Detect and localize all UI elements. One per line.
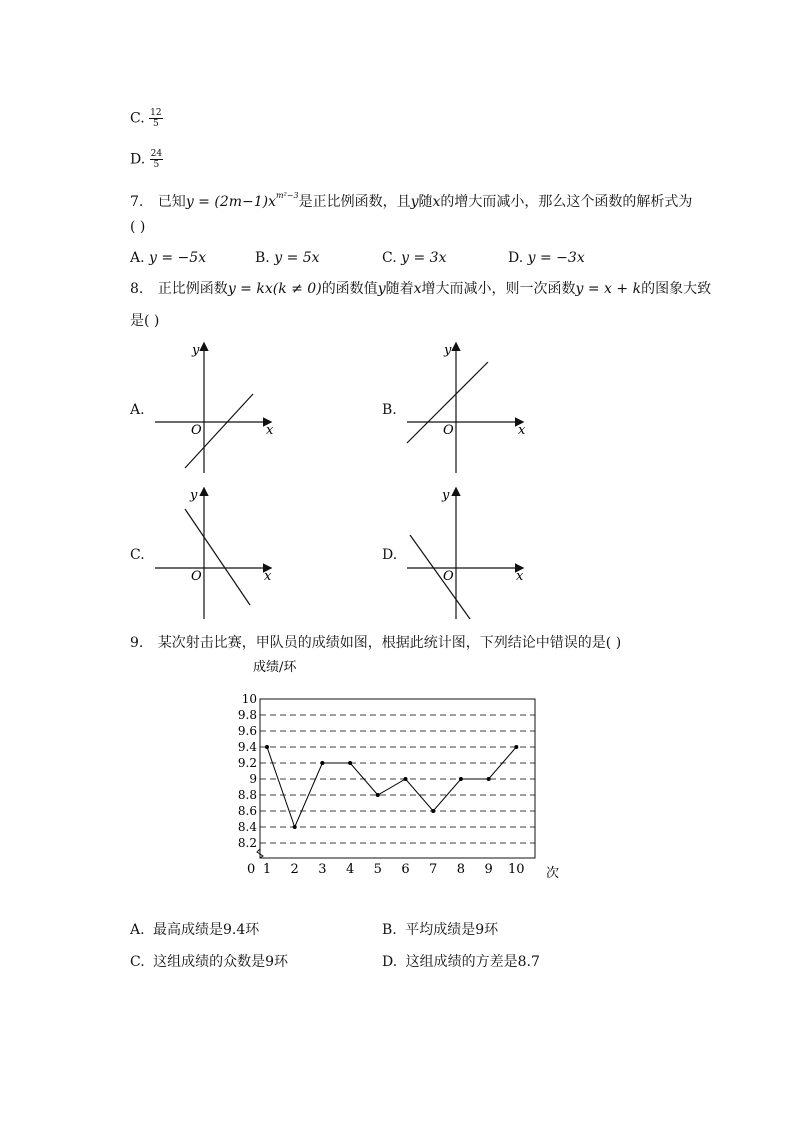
y-tick-label: 9.8 bbox=[237, 708, 257, 722]
option-text: 这组成绩的众数是9环 bbox=[153, 954, 289, 970]
x-tick-label: 1 bbox=[262, 862, 272, 877]
x-tick-label: 8 bbox=[456, 862, 466, 877]
expression: y = x + k bbox=[575, 281, 642, 297]
q7-option-d bbox=[508, 249, 585, 267]
origin-label: O bbox=[443, 423, 454, 438]
x-tick-label: 5 bbox=[373, 862, 382, 877]
plot-frame bbox=[260, 699, 535, 858]
y-tick-label: 8.2 bbox=[237, 836, 257, 850]
stem-text: 随着 bbox=[385, 281, 414, 297]
y-label: y bbox=[444, 343, 452, 358]
numerator: 12 bbox=[150, 108, 162, 118]
x-tick-label: 9 bbox=[484, 862, 493, 877]
q9-option-b bbox=[382, 921, 498, 939]
graph-b bbox=[402, 338, 532, 478]
q9-option-a bbox=[130, 921, 259, 939]
x-tick-label: 10 bbox=[508, 862, 525, 877]
data-point bbox=[265, 745, 269, 749]
stem-text: 的图象大致 bbox=[641, 281, 712, 297]
q6-option-c bbox=[130, 108, 163, 129]
q8-stem bbox=[130, 280, 711, 298]
q9-option-c bbox=[130, 953, 288, 971]
option-letter: C. bbox=[382, 250, 397, 266]
y-label: y bbox=[190, 488, 198, 503]
option-text: 最高成绩是9.4环 bbox=[153, 922, 260, 938]
x-tick-label: 3 bbox=[318, 862, 327, 877]
y-tick-label: 9.2 bbox=[237, 756, 257, 770]
denominator: 5 bbox=[152, 119, 159, 129]
graph-c bbox=[150, 483, 280, 623]
question-number: 8. bbox=[130, 281, 144, 297]
shooting-scores-chart bbox=[225, 655, 565, 885]
function-line bbox=[185, 509, 250, 605]
option-letter: C. bbox=[130, 110, 145, 127]
graph-c-letter: C. bbox=[130, 547, 145, 563]
expression: y = (2m−1)x bbox=[185, 194, 276, 210]
data-point bbox=[404, 777, 408, 781]
q9-stem bbox=[130, 634, 621, 652]
numerator: 24 bbox=[150, 149, 163, 159]
x-axis-label: 次 bbox=[546, 866, 560, 881]
answer-paren: ( ) bbox=[130, 219, 146, 235]
option-letter: C. bbox=[130, 954, 145, 970]
stem-text: 正比例函数 bbox=[157, 281, 228, 297]
x-tick-label: 2 bbox=[290, 862, 299, 877]
x-label: x bbox=[516, 569, 524, 584]
y-axis-label: 成绩/环 bbox=[253, 660, 297, 675]
option-text: y = −3x bbox=[527, 250, 585, 266]
y-tick-label: 9.6 bbox=[237, 724, 257, 738]
var-x: x bbox=[413, 281, 422, 297]
x-label: x bbox=[264, 569, 272, 584]
option-text: y = 3x bbox=[401, 250, 447, 266]
option-letter: B. bbox=[255, 250, 270, 266]
q7-option-a bbox=[130, 249, 206, 267]
data-point bbox=[487, 777, 491, 781]
option-text: 这组成绩的方差是8.7 bbox=[405, 954, 540, 970]
option-letter: A. bbox=[130, 250, 145, 266]
q9-option-d bbox=[382, 953, 540, 971]
series-line bbox=[267, 747, 516, 827]
option-letter: A. bbox=[130, 922, 145, 938]
y-tick-labels bbox=[238, 692, 257, 850]
data-point bbox=[459, 777, 463, 781]
stem-text: 已知 bbox=[157, 194, 186, 210]
data-point bbox=[348, 761, 352, 765]
graph-a-letter: A. bbox=[130, 402, 145, 418]
x-tick-label: 4 bbox=[345, 862, 355, 877]
graph-b-letter: B. bbox=[382, 402, 397, 418]
origin-label: O bbox=[443, 569, 454, 584]
y-tick-label: 8.4 bbox=[237, 820, 257, 834]
x-tick-label: 7 bbox=[429, 862, 438, 877]
option-letter: B. bbox=[382, 922, 397, 938]
q6-option-d bbox=[130, 149, 163, 170]
option-text: y = 5x bbox=[274, 250, 320, 266]
data-point bbox=[514, 745, 518, 749]
graph-d bbox=[402, 483, 532, 623]
data-point bbox=[376, 793, 380, 797]
var-y: y bbox=[410, 194, 419, 210]
function-line bbox=[410, 535, 470, 619]
y-tick-label: 8.6 bbox=[237, 804, 257, 818]
graph-d-letter: D. bbox=[382, 547, 398, 563]
x-tick-labels bbox=[263, 862, 525, 877]
fraction bbox=[150, 149, 163, 170]
option-text: 平均成绩是9环 bbox=[405, 922, 499, 938]
y-tick-label: 9.4 bbox=[237, 740, 257, 754]
option-letter: D. bbox=[508, 250, 524, 266]
graph-a bbox=[150, 338, 280, 478]
q7-option-b bbox=[255, 249, 320, 267]
var-y: y bbox=[377, 281, 386, 297]
y-label: y bbox=[442, 488, 450, 503]
question-number: 9. bbox=[130, 635, 144, 651]
stem-text: 是正比例函数，且 bbox=[298, 194, 411, 210]
expression: y = kx(k ≠ 0) bbox=[227, 281, 322, 297]
grid-lines bbox=[260, 715, 535, 843]
option-text: y = −5x bbox=[149, 250, 207, 266]
q8-stem-line2: 是( ) bbox=[130, 313, 160, 329]
option-letter: D. bbox=[130, 151, 146, 168]
y-tick-label: 9 bbox=[249, 772, 257, 786]
y-label: y bbox=[192, 343, 200, 358]
q7-option-c bbox=[382, 249, 446, 267]
denominator: 5 bbox=[153, 160, 160, 170]
fraction bbox=[149, 108, 162, 129]
stem-text: 某次射击比赛，甲队员的成绩如图，根据此统计图，下列结论中错误的是( ) bbox=[157, 635, 622, 651]
origin-label: O bbox=[191, 569, 202, 584]
x-label: x bbox=[266, 423, 274, 438]
data-point bbox=[320, 761, 324, 765]
stem-text: 随 bbox=[418, 194, 433, 210]
stem-text: 的函数值 bbox=[321, 281, 378, 297]
data-point bbox=[431, 809, 435, 813]
x-tick-label: 6 bbox=[401, 862, 410, 877]
q7-stem bbox=[130, 187, 692, 211]
origin-label: O bbox=[191, 423, 202, 438]
y-tick-label: 8.8 bbox=[237, 788, 257, 802]
var-x: x bbox=[432, 194, 441, 210]
origin-label: 0 bbox=[247, 862, 256, 877]
option-letter: D. bbox=[382, 954, 398, 970]
data-point bbox=[293, 825, 297, 829]
x-label: x bbox=[518, 423, 526, 438]
question-number: 7. bbox=[130, 194, 144, 210]
stem-text: 的增大而减小，那么这个函数的解析式为 bbox=[440, 194, 693, 210]
stem-text: 增大而减小，则一次函数 bbox=[421, 281, 576, 297]
y-tick-label: 10 bbox=[241, 692, 257, 706]
exponent: m²−3 bbox=[276, 191, 299, 200]
